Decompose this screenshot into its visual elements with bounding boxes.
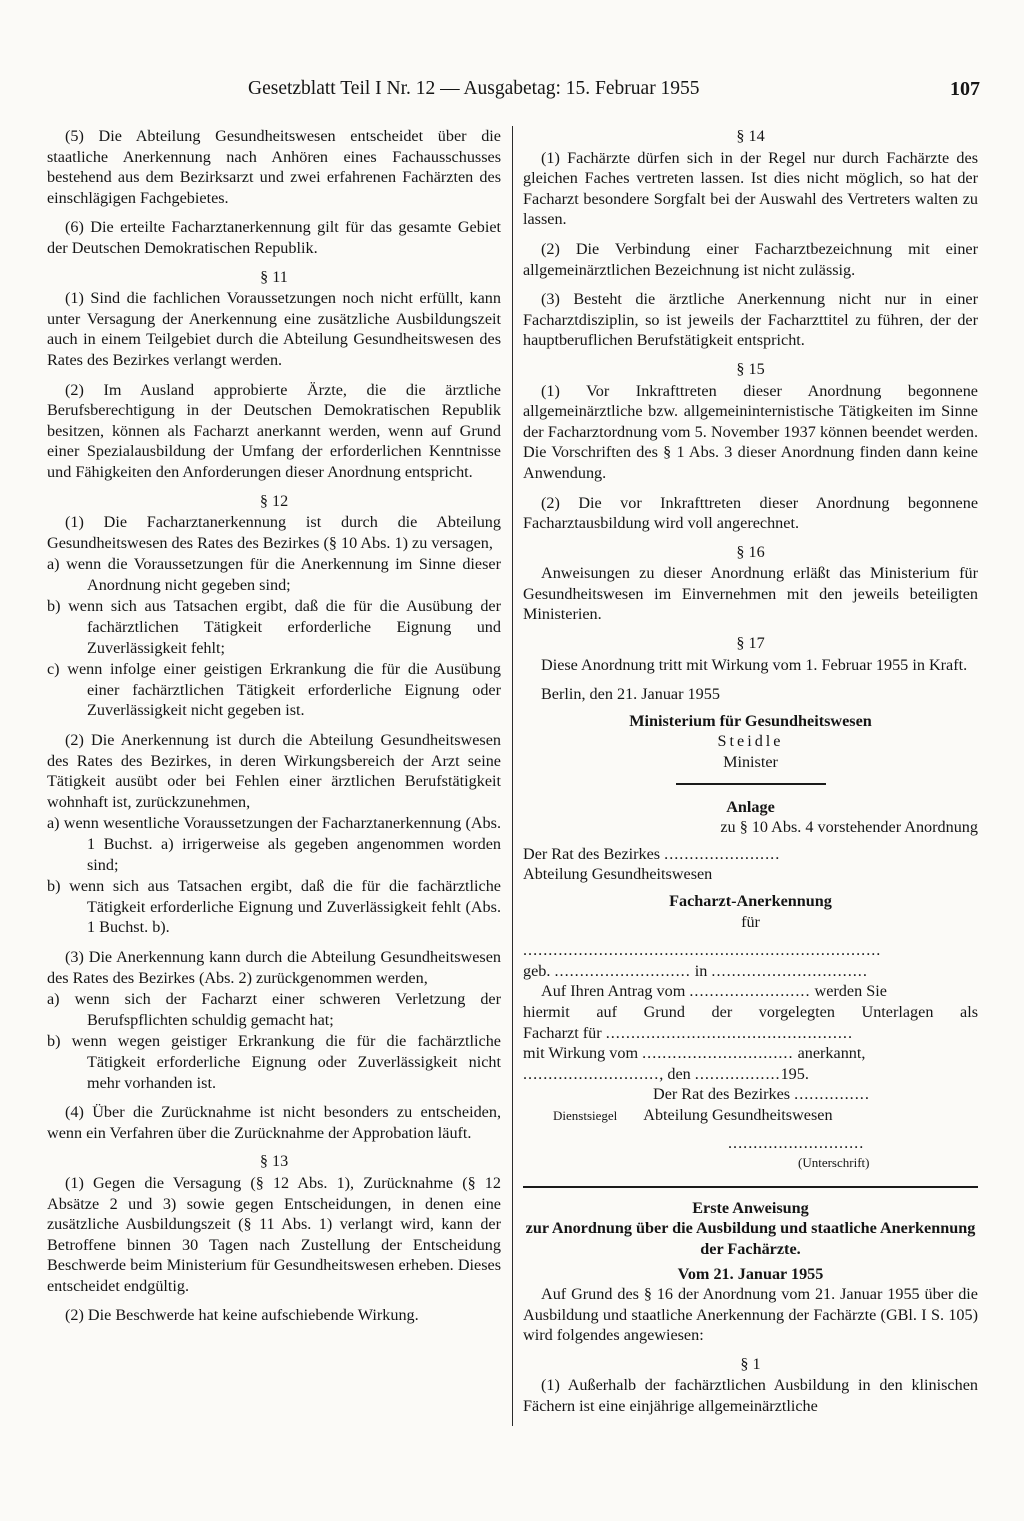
form-title: Facharzt-Anerkennung xyxy=(669,892,832,910)
list-item: b) wenn sich aus Tatsachen ergibt, daß die für die Ausübung der fachärztlichen Tätigkeit erforderliche Eignung und Zuverlässigkeit fehlt; xyxy=(47,597,501,657)
in-label: in xyxy=(694,961,708,980)
list-item: b) wenn sich aus Tatsachen ergibt, daß die für die fachärztliche Tätigkeit erforderliche Eignung und Zuverlässigkeit fehlt (Abs. 1 Buchst. b). xyxy=(47,877,501,937)
paragraph: (2) Die vor Inkrafttreten dieser Anordnung begonnene Facharztausbildung wird voll angerechnet. xyxy=(523,493,978,533)
paragraph: (1) Sind die fachlichen Voraussetzungen noch nicht erfüllt, kann unter Versagung der Anerkennung eine zusätzliche Ausbildungszeit auch in einem Teilgebiet durch die Abteilung Gesundheitswesen des Rates des Bezirkes verlangt werden. xyxy=(47,289,501,369)
page-header xyxy=(48,78,980,104)
year-label: 195 xyxy=(780,1064,805,1083)
form-request-line xyxy=(523,981,978,1002)
form-signature-dots xyxy=(523,1133,978,1154)
paragraph: (2) Die Verbindung einer Facharztbezeichnung mit einer allgemeinärztlichen Bezeichnung ist nicht zulässig. xyxy=(523,239,978,279)
fill-dots: ............................... xyxy=(711,961,868,980)
paragraph: (6) Die erteilte Facharztanerkennung gilt für das gesamte Gebiet der Deutschen Demokratischen Republik. xyxy=(47,218,501,257)
specialty-label: Facharzt für xyxy=(523,1023,602,1042)
date-label: , den xyxy=(659,1064,691,1083)
fill-dots: ........................... xyxy=(523,1064,660,1083)
council-label: Der Rat des Bezirkes xyxy=(653,1085,791,1104)
section-heading: § 12 xyxy=(259,491,289,510)
paragraph: Diese Anordnung tritt mit Wirkung vom 1. Februar 1955 in Kraft. xyxy=(541,655,968,674)
fill-dots: ....................................................................... xyxy=(523,941,882,960)
divider-rule xyxy=(676,783,826,785)
instruction-title: Erste Anweisung xyxy=(692,1198,809,1217)
left-column xyxy=(47,126,501,1326)
paragraph: (2) Die Beschwerde hat keine aufschiebende Wirkung. xyxy=(65,1306,419,1325)
form-issuer-line xyxy=(523,844,978,865)
section-heading: § 13 xyxy=(259,1152,289,1171)
signer-name: Steidle xyxy=(717,732,784,751)
gazette-title: Gesetzblatt Teil I Nr. 12 — Ausgabetag: 15. Februar 1955 xyxy=(248,78,700,99)
request-label-2: werden Sie xyxy=(814,982,887,1001)
ministry-name: Ministerium für Gesundheitswesen xyxy=(629,711,872,730)
paragraph: Anweisungen zu dieser Anordnung erläßt das Ministerium für Gesundheitswesen im Einvernehmen mit den jeweils beteiligten Ministerien. xyxy=(523,564,978,624)
department-label: Abteilung Gesundheitswesen xyxy=(643,1105,833,1124)
birth-label: geb. xyxy=(523,961,551,980)
form-seal-line xyxy=(523,1105,978,1127)
fill-dots: ............... xyxy=(794,1085,870,1104)
fill-dots: ........................... xyxy=(728,1133,865,1152)
section-heading: § 11 xyxy=(260,267,288,286)
signer-title: Minister xyxy=(723,753,778,772)
effective-label: mit Wirkung vom xyxy=(523,1044,639,1063)
paragraph: (1) Außerhalb der fachärztlichen Ausbildung in den klinischen Fächern ist eine einjährige allgemeinärztliche xyxy=(523,1376,978,1416)
list-item: b) wenn wegen geistiger Erkrankung die für die fachärztliche Tätigkeit erforderliche Eignung oder Zuverlässigkeit nicht mehr vorhanden ist. xyxy=(47,1032,501,1092)
right-column xyxy=(523,126,978,1417)
request-label: Auf Ihren Antrag vom xyxy=(541,982,686,1001)
section-heading: § 1 xyxy=(740,1354,761,1373)
section-heading: § 16 xyxy=(736,542,765,561)
form-hereby-line: hiermit auf Grund der vorgelegten Unterlagen als xyxy=(523,1002,978,1021)
paragraph: (2) Im Ausland approbierte Ärzte, die die ärztliche Berufsberechtigung in der Deutschen Demokratischen Republik besitzen, können als Facharzt anerkannt werden, wenn auf Grund einer Spezialausbildung der Umfang der erforderlichen Kenntnisse und Fähigkeiten den Anforderungen dieser Anordnung entspricht. xyxy=(47,380,501,481)
instruction-date: Vom 21. Januar 1955 xyxy=(677,1264,824,1283)
signature-caption: (Unterschrift) xyxy=(798,1155,870,1171)
form-birth-line xyxy=(523,961,978,982)
list-item: a) wenn wesentliche Voraussetzungen der Facharztanerkennung (Abs. 1 Buchst. a) irrigerweise als gegeben angenommen worden sind; xyxy=(47,814,501,874)
form-for: für xyxy=(741,912,760,931)
recognized-label: anerkannt, xyxy=(797,1044,866,1063)
form-name-line xyxy=(523,940,978,961)
form-council-line xyxy=(523,1084,978,1105)
paragraph: (1) Vor Inkrafttreten dieser Anordnung begonnene allgemeinärztliche bzw. allgemeininternistische Tätigkeiten im Sinne der Facharztordnung vom 5. November 1937 können beendet werden. Die Vorschriften des § 1 Abs. 3 dieser Anordnung finden dann keine Anwendung. xyxy=(523,381,978,482)
annex-form xyxy=(523,844,978,1174)
issuer-label: Der Rat des Bezirkes xyxy=(523,844,661,863)
place-date: Berlin, den 21. Januar 1955 xyxy=(541,685,720,704)
section-heading: § 14 xyxy=(736,127,765,145)
paragraph: (5) Die Abteilung Gesundheitswesen entscheidet über die staatliche Anerkennung nach Anhören eines Fachausschusses bestehend aus dem Bezirksarzt und zwei erfahrenen Fachärzten des einschlägigen Fachgebietes. xyxy=(47,127,501,207)
annex-subtitle: zu § 10 Abs. 4 vorstehender Anordnung xyxy=(720,818,978,837)
paragraph: (3) Besteht die ärztliche Anerkennung nicht nur in einer Facharztdisziplin, so ist jeweils der Facharzttitel zu führen, der der hauptberuflichen Berufstätigkeit entspricht. xyxy=(523,290,978,350)
paragraph: (1) Fachärzte dürfen sich in der Regel nur durch Fachärzte des gleichen Faches vertreten lassen. Ist dies nicht möglich, so hat der Facharzt besondere Sorgfalt bei der Auswahl des Vertreters walten zu lassen. xyxy=(523,148,978,229)
form-issuer-dept: Abteilung Gesundheitswesen xyxy=(523,865,713,884)
fill-dots: ................. xyxy=(694,1064,781,1083)
list-item: c) wenn infolge einer geistigen Erkrankung die für die Ausübung einer fachärztlichen Tätigkeit erforderliche Eignung oder Zuverlässigkeit nicht gegeben ist. xyxy=(47,660,501,720)
annex-title: Anlage xyxy=(726,797,775,816)
section-heading: § 15 xyxy=(736,359,765,378)
form-specialty-line xyxy=(523,1023,978,1044)
paragraph: (1) Die Facharztanerkennung ist durch die Abteilung Gesundheitswesen des Rates des Bezirkes (§ 10 Abs. 1) zu versagen, xyxy=(47,513,501,552)
paragraph: (1) Gegen die Versagung (§ 12 Abs. 1), Zurücknahme (§ 12 Absätze 2 und 3) sowie gegen Entscheidungen, in denen eine zusätzliche Ausbildungszeit (§ 11 Abs. 1) verlangt wird, kann der Betroffene binnen 30 Tagen nach Zustellung der Entscheidung Beschwerde beim Ministerium für Gesundheitswesen erheben. Dieses entscheidet endgültig. xyxy=(47,1173,501,1295)
paragraph: (3) Die Anerkennung kann durch die Abteilung Gesundheitswesen des Rates des Bezirkes (Abs. 2) zurückgenommen werden, xyxy=(47,947,501,987)
divider-rule xyxy=(523,1186,978,1188)
official-seal-label: Dienstsiegel xyxy=(553,1107,618,1123)
section-heading: § 17 xyxy=(736,634,765,653)
fill-dots: ................................................. xyxy=(605,1023,853,1042)
instruction-subtitle: zur Anordnung über die Ausbildung und staatliche Anerkennung der Fachärzte. xyxy=(525,1219,976,1258)
page-number: 107 xyxy=(950,78,980,100)
fill-dots: ....................... xyxy=(664,844,781,863)
fill-dots: ........................ xyxy=(689,982,811,1001)
paragraph: Auf Grund des § 16 der Anordnung vom 21. Januar 1955 über die Ausbildung und staatliche Anerkennung der Fachärzte (GBl. I S. 105) wird folgendes angewiesen: xyxy=(523,1285,978,1345)
column-divider xyxy=(512,126,513,1426)
paragraph: (2) Die Anerkennung ist durch die Abteilung Gesundheitswesen des Rates des Bezirkes, in deren Wirkungsbereich der Arzt seine Tätigkeit ausübt oder bei Fehlen einer ärztlichen Berufstätigkeit wohnhaft ist, zurückzunehmen, xyxy=(47,731,501,811)
list-item: a) wenn sich der Facharzt einer schweren Verletzung der Berufspflichten schuldig gemacht hat; xyxy=(47,990,501,1029)
fill-dots: ........................... xyxy=(554,961,691,980)
fill-dots: .............................. xyxy=(642,1044,794,1063)
list-item: a) wenn die Voraussetzungen für die Anerkennung im Sinne dieser Anordnung nicht gegeben sind; xyxy=(47,555,501,594)
form-date-line: ..........................., den .................195. xyxy=(523,1064,809,1083)
form-effective-line xyxy=(523,1043,978,1064)
paragraph: (4) Über die Zurücknahme ist nicht besonders zu entscheiden, wenn ein Verfahren über die Zurücknahme der Approbation läuft. xyxy=(47,1103,501,1142)
